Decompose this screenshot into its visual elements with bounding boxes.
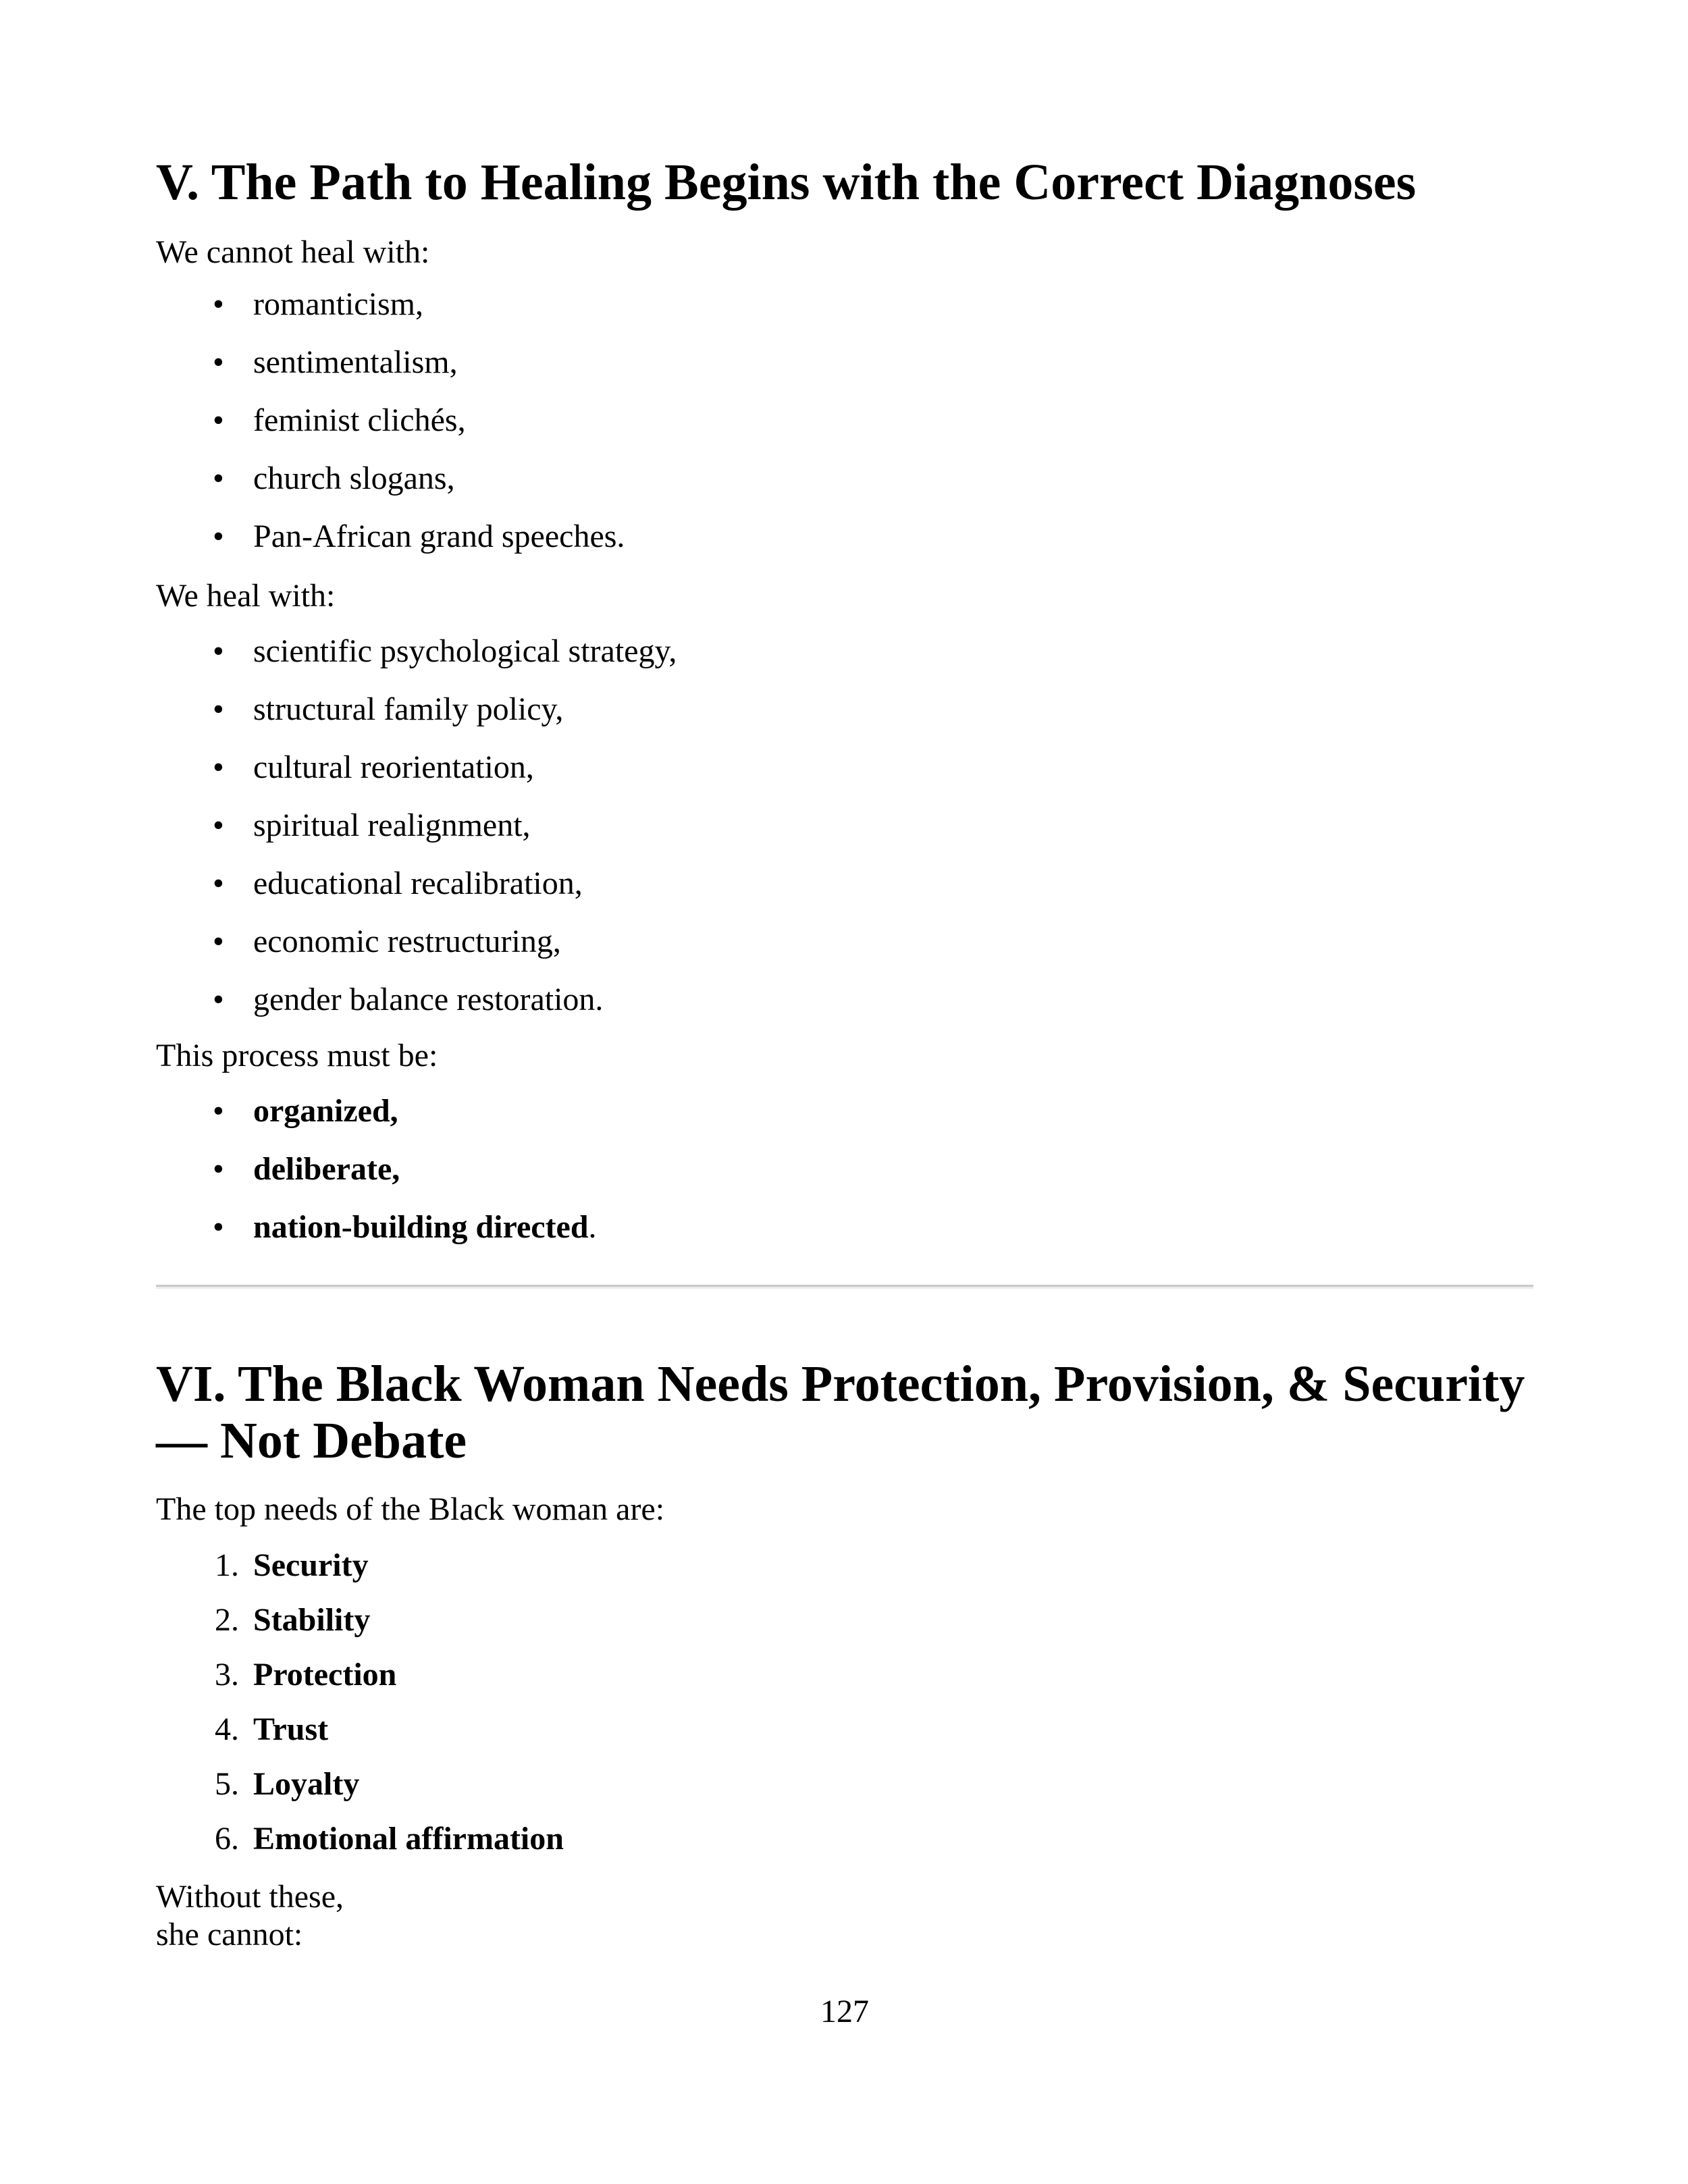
- list-item: [156, 1820, 564, 1875]
- closing-line1: Without these,: [156, 1879, 344, 1915]
- heal-with-intro: We heal with:: [156, 578, 336, 614]
- section-vi-heading-line2: — Not Debate: [156, 1412, 467, 1469]
- bullet-icon: •: [213, 982, 224, 1017]
- list-item: [156, 807, 677, 865]
- list-item: [156, 344, 625, 402]
- list-item-text: Emotional affirmation: [253, 1821, 564, 1857]
- process-intro: This process must be:: [156, 1038, 438, 1073]
- list-item: [156, 1711, 564, 1765]
- list-item: [156, 1150, 597, 1208]
- list-item: [156, 518, 625, 576]
- list-item-text: Stability: [253, 1602, 371, 1638]
- list-item-text: educational recalibration,: [253, 865, 583, 901]
- process-list: [156, 1092, 597, 1267]
- bullet-icon: •: [213, 749, 224, 785]
- list-item-text: Trust: [253, 1711, 329, 1747]
- closing-line2: she cannot:: [156, 1917, 303, 1952]
- list-item: [156, 460, 625, 518]
- page-number: 127: [820, 1994, 869, 2029]
- section-vi-heading-line1: VI. The Black Woman Needs Protection, Provision, & Security: [156, 1356, 1525, 1412]
- section-divider: [156, 1285, 1533, 1289]
- list-item-text: structural family policy,: [253, 691, 564, 727]
- list-item: [156, 1765, 564, 1820]
- list-item-text: economic restructuring,: [253, 924, 561, 959]
- list-item-text: Security: [253, 1547, 369, 1583]
- list-item-text: Protection: [253, 1657, 397, 1693]
- list-item-text: feminist clichés,: [253, 402, 466, 438]
- bullet-icon: •: [213, 460, 224, 496]
- list-number: 2.: [215, 1602, 239, 1638]
- list-item-text: Pan-African grand speeches.: [253, 518, 625, 554]
- list-item-text: romanticism,: [253, 286, 423, 322]
- list-item: [156, 1601, 564, 1656]
- list-item-text: church slogans,: [253, 460, 455, 496]
- closing-text: [156, 1878, 344, 1954]
- bullet-icon: •: [213, 1093, 224, 1129]
- list-number: 5.: [215, 1766, 239, 1802]
- list-item-text: spiritual realignment,: [253, 807, 531, 843]
- list-item: [156, 286, 625, 344]
- list-item-text: deliberate,: [253, 1151, 400, 1187]
- cannot-heal-list: [156, 286, 625, 576]
- list-number: 3.: [215, 1657, 239, 1693]
- list-item: [156, 865, 677, 923]
- list-item: [156, 1547, 564, 1601]
- bullet-icon: •: [213, 691, 224, 727]
- list-item-text: organized,: [253, 1093, 398, 1129]
- list-item-suffix: .: [588, 1209, 597, 1245]
- section-vi-heading: [156, 1356, 1533, 1469]
- needs-intro: The top needs of the Black woman are:: [156, 1491, 665, 1527]
- bullet-icon: •: [213, 1209, 224, 1245]
- section-v-heading: V. The Path to Healing Begins with the Correct Diagnoses: [156, 154, 1417, 211]
- document-page: [156, 0, 1533, 2184]
- bullet-icon: •: [213, 286, 224, 322]
- list-number: 1.: [215, 1547, 239, 1583]
- list-item: [156, 1092, 597, 1150]
- bullet-icon: •: [213, 402, 224, 438]
- list-item-text: nation-building directed: [253, 1209, 589, 1245]
- list-item: [156, 1208, 597, 1267]
- bullet-icon: •: [213, 344, 224, 380]
- list-item: [156, 633, 677, 691]
- bullet-icon: •: [213, 633, 224, 669]
- list-item: [156, 691, 677, 749]
- list-item: [156, 1656, 564, 1711]
- cannot-heal-intro: We cannot heal with:: [156, 234, 430, 270]
- list-item-text: Loyalty: [253, 1766, 360, 1802]
- list-item-text: sentimentalism,: [253, 344, 458, 380]
- bullet-icon: •: [213, 1151, 224, 1187]
- list-item-text: scientific psychological strategy,: [253, 633, 677, 669]
- bullet-icon: •: [213, 924, 224, 959]
- list-item: [156, 923, 677, 981]
- list-item-text: gender balance restoration.: [253, 982, 604, 1017]
- list-item: [156, 402, 625, 460]
- list-item: [156, 981, 677, 1039]
- bullet-icon: •: [213, 807, 224, 843]
- list-number: 4.: [215, 1711, 239, 1747]
- list-number: 6.: [215, 1821, 239, 1857]
- bullet-icon: •: [213, 518, 224, 554]
- list-item: [156, 749, 677, 807]
- bullet-icon: •: [213, 865, 224, 901]
- needs-list: [156, 1547, 564, 1875]
- heal-with-list: [156, 633, 677, 1039]
- list-item-text: cultural reorientation,: [253, 749, 534, 785]
